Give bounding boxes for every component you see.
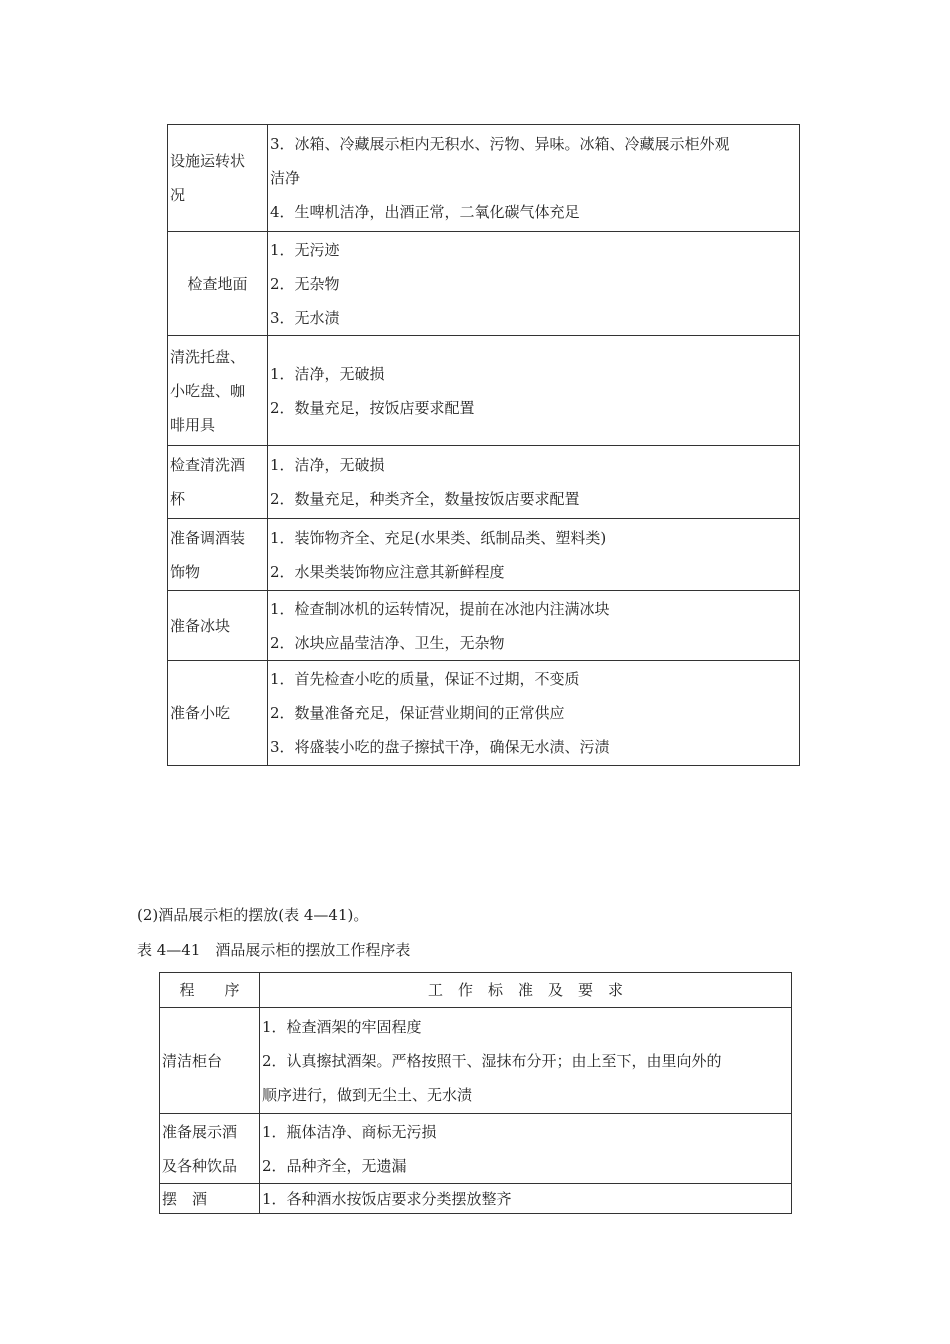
step-cell	[168, 232, 268, 336]
standard-item: 3．冰箱、冷藏展示柜内无积水、污物、异味。冰箱、冷藏展示柜外观	[270, 135, 730, 153]
standard-cell	[260, 1184, 792, 1214]
step-text: 检查清洗酒	[170, 456, 246, 474]
table-row	[168, 336, 800, 446]
work-procedure-table-1	[167, 124, 800, 766]
step-text: 小吃盘、咖	[170, 381, 246, 400]
step-text: 准备冰块	[170, 616, 231, 635]
table-header-row	[160, 973, 792, 1008]
table-row	[168, 519, 800, 591]
standard-cell	[268, 336, 800, 446]
standard-item: 4．生啤机洁净，出酒正常，二氧化碳气体充足	[270, 203, 580, 221]
standard-cell	[268, 591, 800, 661]
table-row	[160, 1184, 792, 1214]
standard-item: 1．首先检查小吃的质量，保证不过期，不变质	[270, 670, 580, 688]
step-text: 准备小吃	[170, 704, 231, 722]
standard-item: 2．品种齐全，无遗漏	[262, 1156, 407, 1175]
standard-item: 1．各种酒水按饭店要求分类摆放整齐	[262, 1189, 512, 1208]
step-cell	[168, 591, 268, 661]
standard-cell	[268, 232, 800, 336]
table-row	[168, 125, 800, 232]
step-cell	[160, 1184, 260, 1214]
step-text: 及各种饮品	[162, 1156, 238, 1175]
table-row	[160, 1114, 792, 1184]
step-cell	[160, 1114, 260, 1184]
standard-item: 2．水果类装饰物应注意其新鲜程度	[270, 562, 505, 581]
standard-item: 1．洁净，无破损	[270, 364, 385, 383]
step-cell	[168, 446, 268, 519]
step-cell	[168, 336, 268, 446]
standard-item: 1．检查制冰机的运转情况，提前在冰池内注满冰块	[270, 599, 610, 618]
work-procedure-table-2	[159, 972, 792, 1214]
standard-cell	[260, 1114, 792, 1184]
step-text: 摆 酒	[162, 1189, 208, 1208]
table-caption: 表 4—41 酒品展示柜的摆放工作程序表	[137, 941, 411, 959]
step-text: 况	[170, 186, 186, 204]
standard-item: 2．数量准备充足，保证营业期间的正常供应	[270, 704, 565, 722]
standard-item: 1．洁净，无破损	[270, 456, 385, 474]
standard-item: 3．将盛装小吃的盘子擦拭干净，确保无水渍、污渍	[270, 738, 610, 756]
step-text: 准备展示酒	[162, 1122, 238, 1141]
standard-cell	[260, 1008, 792, 1114]
standard-item: 2．数量充足，种类齐全，数量按饭店要求配置	[270, 490, 580, 508]
standard-item: 2．认真擦拭酒架。严格按照干、湿抹布分开；由上至下，由里向外的	[262, 1051, 722, 1070]
standard-item: 1．装饰物齐全、充足(水果类、纸制品类、塑料类)	[270, 528, 607, 547]
standard-cell	[268, 125, 800, 232]
table-row	[168, 446, 800, 519]
step-cell	[160, 1008, 260, 1114]
section-heading: (2)酒品展示柜的摆放(表 4—41)。	[137, 906, 369, 924]
table-row	[168, 232, 800, 336]
step-text: 饰物	[170, 562, 201, 581]
step-cell	[168, 125, 268, 232]
step-text: 清洗托盘、	[170, 347, 246, 366]
step-cell	[168, 661, 268, 766]
standard-item: 3．无水渍	[270, 308, 340, 327]
standard-item: 1．检查酒架的牢固程度	[262, 1017, 422, 1036]
standard-item: 2．冰块应晶莹洁净、卫生，无杂物	[270, 633, 505, 652]
table-row	[168, 661, 800, 766]
header-cell-step: 程 序	[160, 973, 260, 1008]
step-text: 啡用具	[170, 415, 216, 434]
standard-item: 顺序进行，做到无尘土、无水渍	[262, 1085, 473, 1104]
standard-item: 洁净	[270, 169, 301, 187]
standard-cell	[268, 519, 800, 591]
standard-cell	[268, 446, 800, 519]
step-text: 检查地面	[187, 274, 248, 293]
table-row	[160, 1008, 792, 1114]
table-row	[168, 591, 800, 661]
step-text: 准备调酒装	[170, 528, 246, 547]
standard-item: 1．无污迹	[270, 240, 340, 259]
standard-item: 2．数量充足，按饭店要求配置	[270, 398, 475, 417]
standard-item: 2．无杂物	[270, 274, 340, 293]
standard-cell	[268, 661, 800, 766]
step-cell	[168, 519, 268, 591]
step-text: 清洁柜台	[162, 1051, 223, 1070]
header-cell-standard: 工 作 标 准 及 要 求	[260, 973, 792, 1008]
step-text: 杯	[170, 490, 186, 508]
step-text: 设施运转状	[170, 152, 246, 170]
standard-item: 1．瓶体洁净、商标无污损	[262, 1122, 437, 1141]
